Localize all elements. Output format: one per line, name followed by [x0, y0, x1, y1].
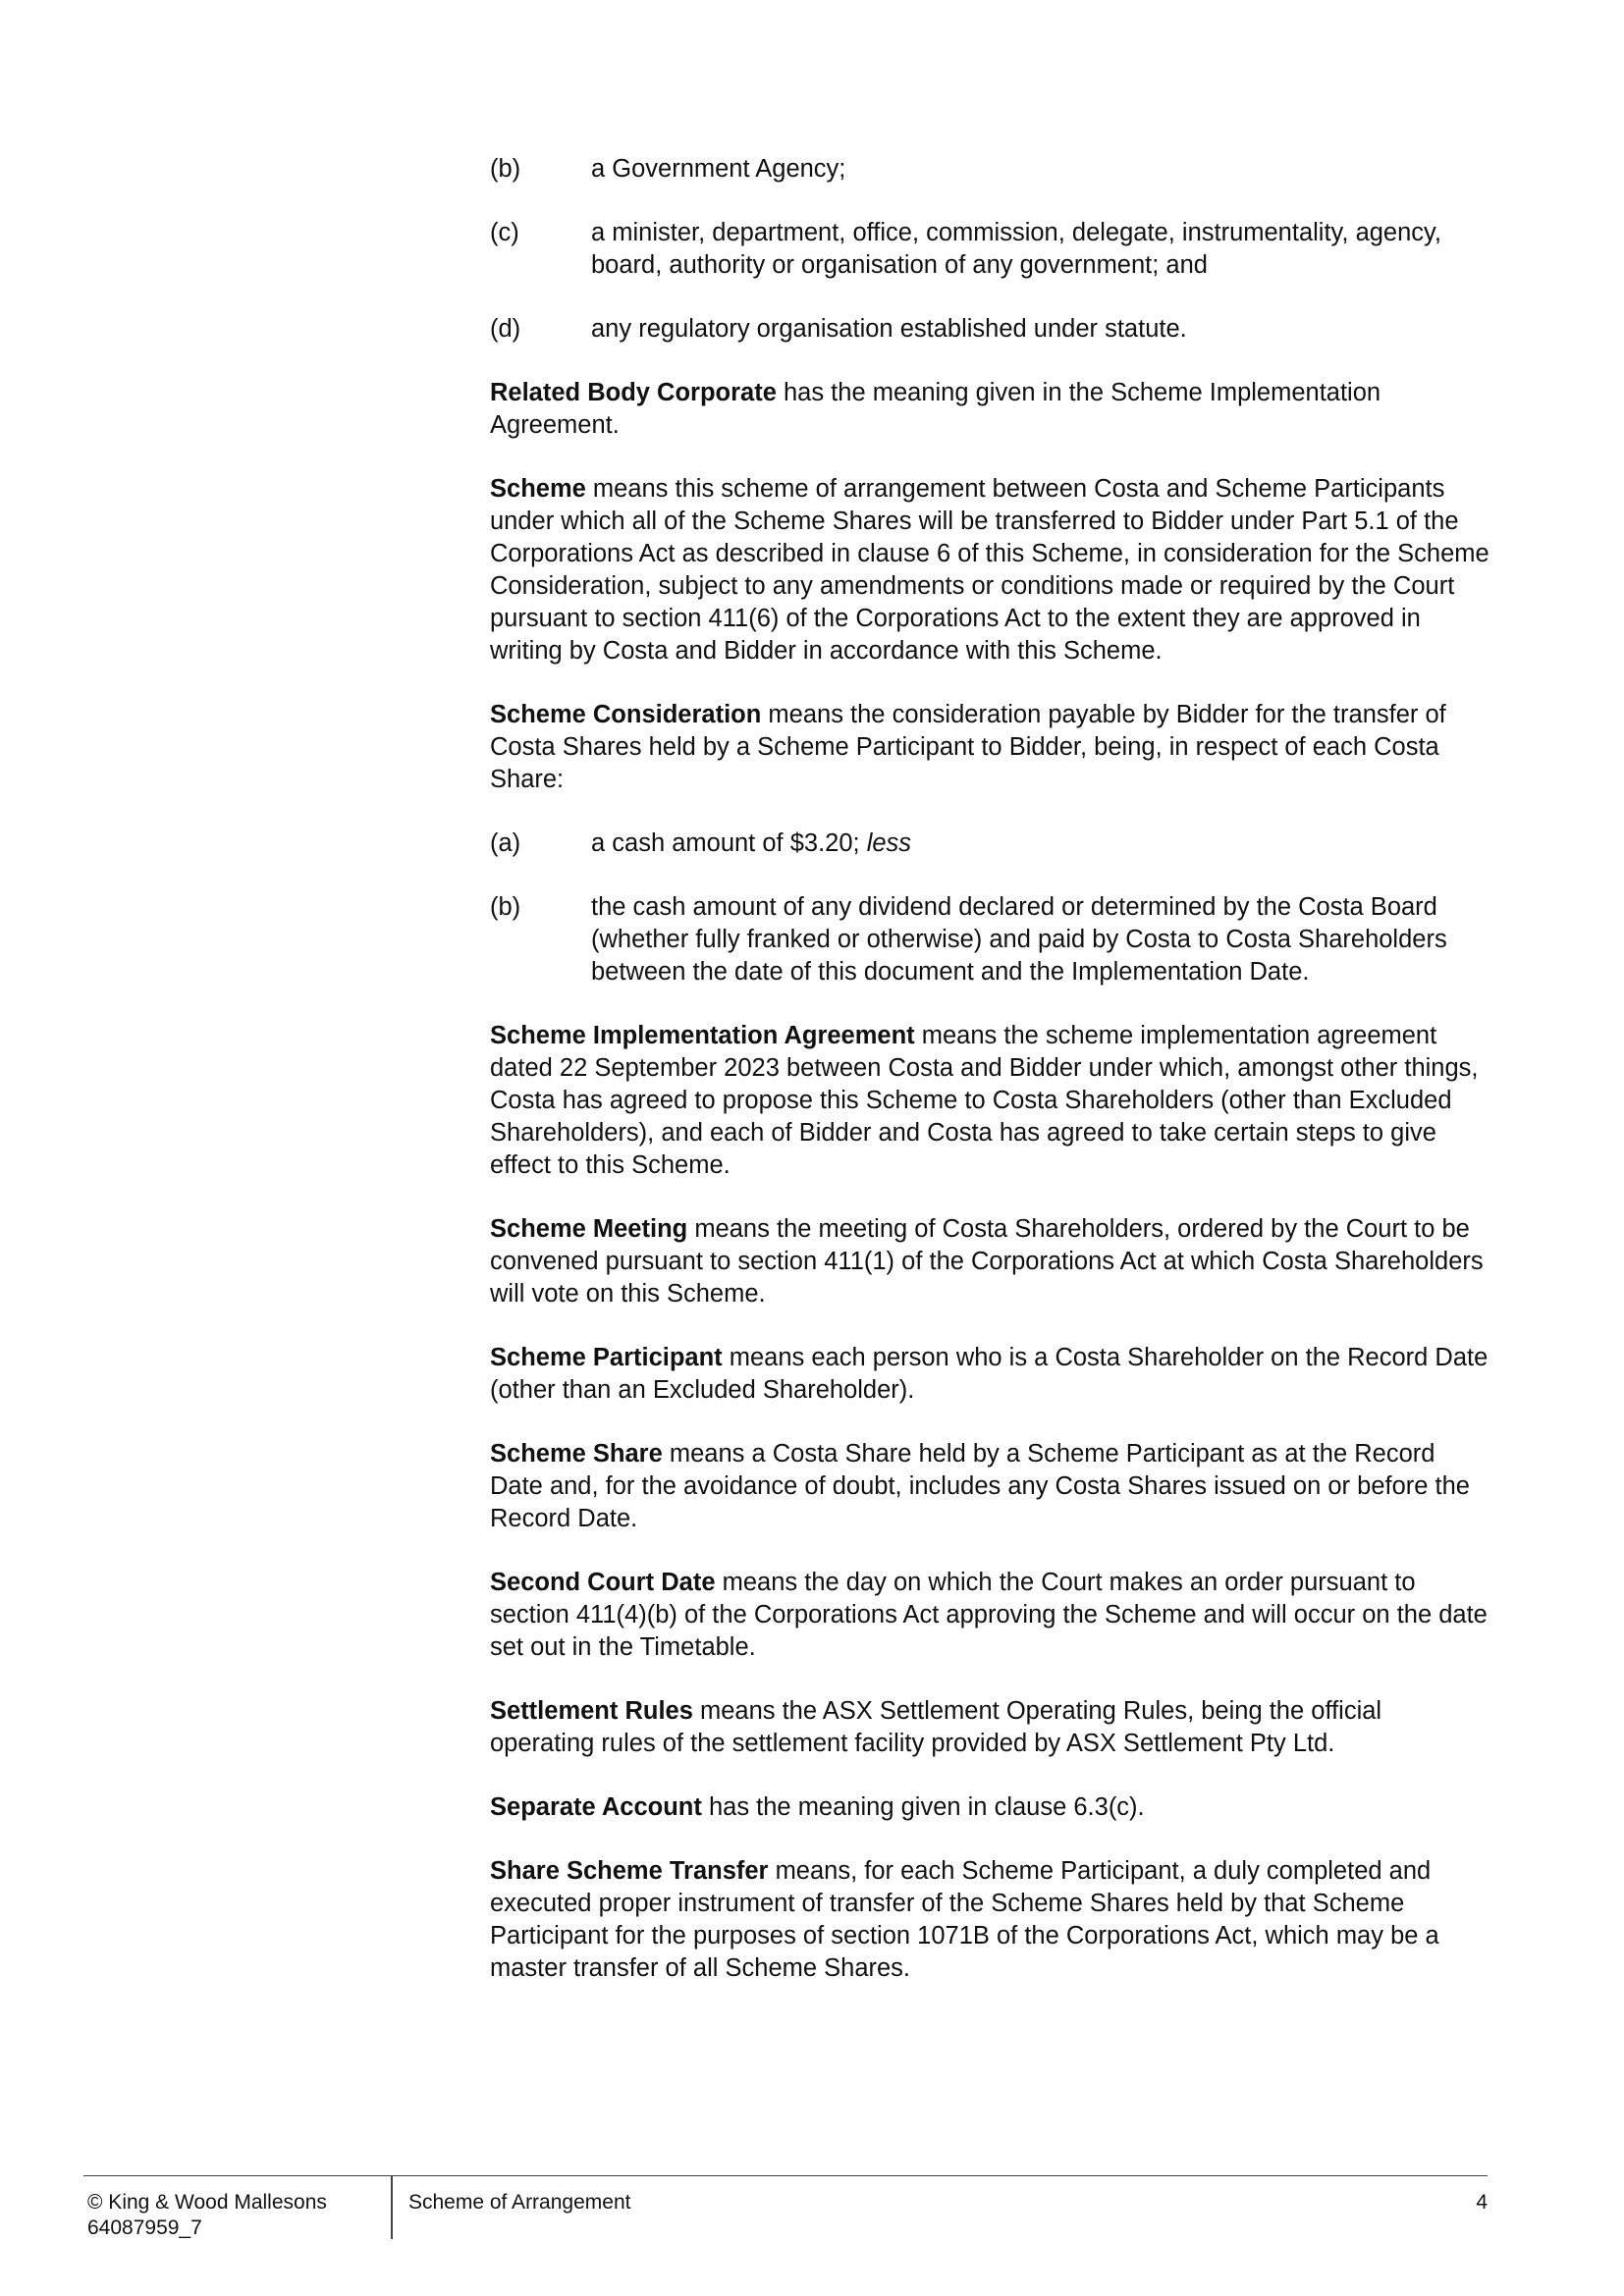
definition-text: means the ASX Settlement Operating Rules, being the official operating rules of the settlement facility provided by ASX Settlement Pty Ltd.	[490, 1697, 1382, 1757]
list-text-main: a cash amount of $3.20;	[591, 829, 867, 857]
definition-separate-account	[490, 1791, 1491, 1824]
list-label: (a)	[490, 829, 521, 857]
definition-text: means the day on which the Court makes an order pursuant to section 411(4)(b) of the Corporations Act approving the Scheme and will occur on the date set out in the Timetable.	[490, 1569, 1488, 1661]
footer-title: Scheme of Arrangement	[408, 2191, 631, 2214]
definition-related-body-corporate	[490, 377, 1491, 442]
definition-scheme-consideration	[490, 699, 1491, 796]
list-text: any regulatory organisation established under statute.	[591, 315, 1187, 343]
footer-firm-block	[87, 2190, 327, 2241]
definition-term: Scheme Consideration	[490, 701, 762, 728]
list-item	[490, 891, 1491, 988]
definition-term: Related Body Corporate	[490, 379, 777, 406]
list-text: a minister, department, office, commission, delegate, instrumentality, agency, board, authority or organisation of any government; and	[591, 219, 1441, 279]
page-footer	[83, 2175, 1488, 2239]
footer-doc-id: 64087959_7	[87, 2216, 202, 2239]
definition-term: Separate Account	[490, 1793, 702, 1821]
definition-scheme	[490, 473, 1491, 667]
list-text-emphasis: less	[866, 829, 912, 857]
list-item	[490, 313, 1491, 346]
definition-term: Scheme Participant	[490, 1344, 723, 1371]
definition-term: Scheme	[490, 475, 586, 503]
list-label: (b)	[490, 155, 521, 183]
list-item	[490, 828, 1491, 860]
definition-share-scheme-transfer	[490, 1855, 1491, 1985]
list-item	[490, 153, 1491, 186]
list-text: a Government Agency;	[591, 155, 846, 183]
definition-term: Scheme Implementation Agreement	[490, 1022, 915, 1049]
definition-scheme-share	[490, 1438, 1491, 1535]
definition-text: means each person who is a Costa Shareholder on the Record Date (other than an Excluded Shareholder).	[490, 1344, 1489, 1404]
definition-scheme-meeting	[490, 1213, 1491, 1310]
footer-divider	[391, 2176, 393, 2239]
definition-text: means the meeting of Costa Shareholders, ordered by the Court to be convened pursuant to section 411(1) of the Corporations Act at which Costa Shareholders will vote on this Scheme.	[490, 1215, 1484, 1308]
list-label: (b)	[490, 893, 521, 921]
definition-second-court-date	[490, 1567, 1491, 1664]
list-item	[490, 217, 1491, 282]
definition-text: means the consideration payable by Bidder for the transfer of Costa Shares held by a Scheme Participant to Bidder, being, in respect of each Costa Share:	[490, 701, 1446, 793]
definition-scheme-participant	[490, 1342, 1491, 1407]
definition-text: means a Costa Share held by a Scheme Participant as at the Record Date and, for the avoidance of doubt, includes any Costa Shares issued on or before the Record Date.	[490, 1440, 1470, 1532]
definition-term: Share Scheme Transfer	[490, 1857, 769, 1885]
definition-settlement-rules	[490, 1695, 1491, 1760]
definition-text: means this scheme of arrangement between Costa and Scheme Participants under which all of the Scheme Shares will be transferred to Bidder under Part 5.1 of the Corporations Act as described in clause 6 of this Scheme, in consideration for the Scheme Consideration, subject to any amendments or conditions made or required by the Court pursuant to section 411(6) of the Corporations Act to the extent they are approved in writing by Costa and Bidder in accordance with this Scheme.	[490, 475, 1489, 665]
list-label: (c)	[490, 219, 519, 246]
definition-term: Scheme Share	[490, 1440, 663, 1468]
list-text: the cash amount of any dividend declared or determined by the Costa Board (whether fully franked or otherwise) and paid by Costa to Costa Shareholders between the date of this document and the Implementation Date.	[591, 893, 1447, 986]
definition-text: means, for each Scheme Participant, a duly completed and executed proper instrument of transfer of the Scheme Shares held by that Scheme Participant for the purposes of section 1071B of the Corporations Act, which may be a master transfer of all Scheme Shares.	[490, 1857, 1439, 1982]
document-body	[490, 153, 1491, 2016]
definition-scheme-implementation-agreement	[490, 1020, 1491, 1182]
definition-term: Scheme Meeting	[490, 1215, 688, 1243]
definition-text: has the meaning given in clause 6.3(c).	[701, 1793, 1145, 1821]
definition-term: Settlement Rules	[490, 1697, 693, 1725]
definition-text: has the meaning given in the Scheme Implementation Agreement.	[490, 379, 1381, 439]
list-text	[591, 828, 1491, 860]
definition-term: Second Court Date	[490, 1569, 716, 1596]
list-label: (d)	[490, 315, 521, 343]
footer-firm: © King & Wood Mallesons	[87, 2191, 327, 2214]
definition-text: means the scheme implementation agreement dated 22 September 2023 between Costa and Bidder under which, amongst other things, Costa has agreed to propose this Scheme to Costa Shareholders (other than Excluded Shareholders), and each of Bidder and Costa has agreed to take certain steps to give effect to this Scheme.	[490, 1022, 1479, 1179]
page-number: 4	[1476, 2191, 1488, 2214]
